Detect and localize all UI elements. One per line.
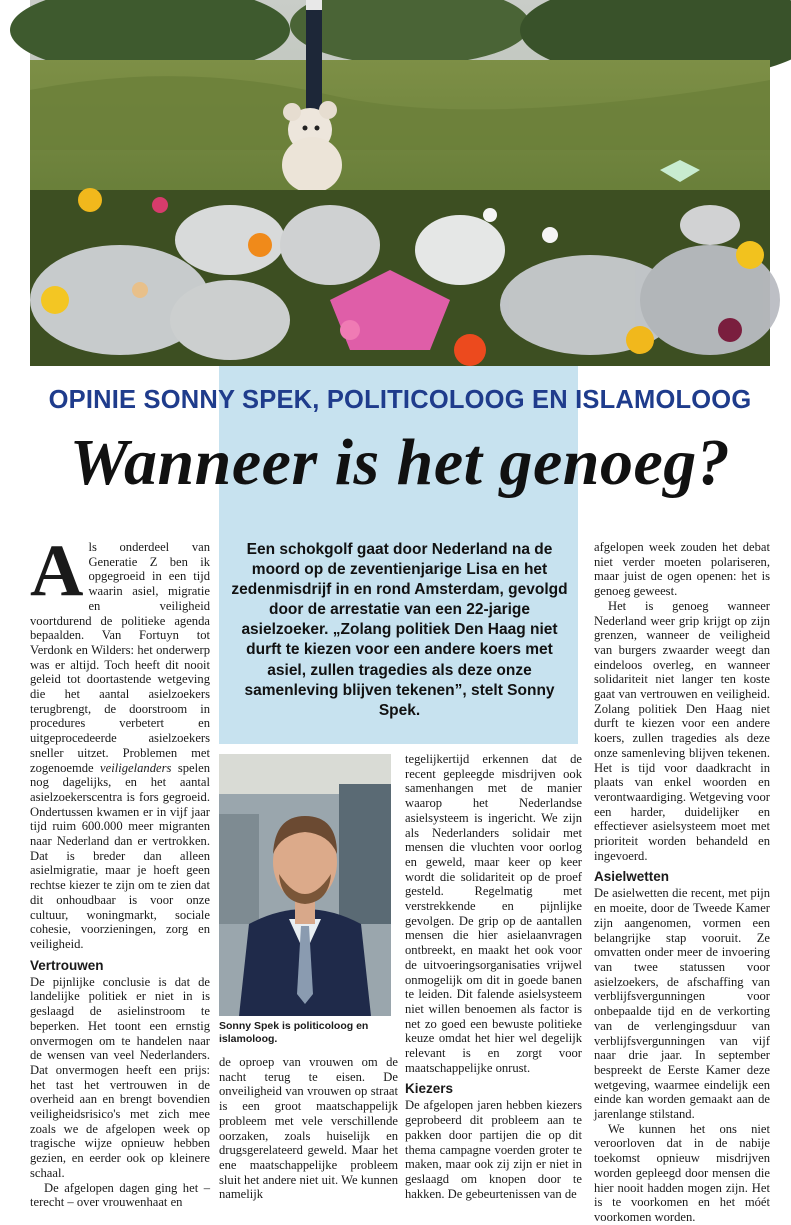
subheading-vertrouwen: Vertrouwen	[30, 957, 104, 973]
article-column-1	[30, 530, 210, 1210]
intro-lead: Een schokgolf gaat door Nederland na de moord op de zeventienjarige Lisa en het zedenmisdrijf in en rond Amsterdam, gevolgd door de arrestatie van een 22-jarige asielzoeker. „Zolang politiek Den Haag niet durft te kiezen voor een andere koers met asiel, zullen tragedies als deze onze samenleving blijven tekenen”, stelt Sonny Spek.	[231, 541, 568, 719]
opening-paragraph: Als onderdeel van Generatie Z ben ik opgegroeid in een tijd waarin asiel, migratie en veiligheid voortdurend de politieke agenda bepaalden. Van Fortuyn tot Verdonk en Wilders: het onderwerp was er altijd. Toch heeft dit nooit geleid tot doortastende wetgeving die het aantal asielzoekers terugbrengt, de doorstroom in procedures verbetert en uitgeprocedeerde asielzoekers sneller uitzet. Problemen met zogenoemde veiligelanders spelen nog dagelijks, en het aantal asielzoekerscentra is fors gegroeid. Ondertussen kwamen er in vijf jaar tijd ruim 600.000 meer migranten naar Nederland dan er vertrokken. Dat is breder dan alleen asielmigratie, maar je hoeft geen rechtse kiezer te zijn om te zien dat dit onhoudbaar is voor onze cultuur, woningmarkt, sociale cohesie, voorzieningen, zorg en veiligheid.	[30, 530, 210, 951]
article-column-2	[219, 1055, 398, 1202]
paragraph: De pijnlijke conclusie is dat de landelijke politiek er niet in is geslaagd de asielinstroom te beperken. Het toont een ernstig onvermogen om te handelen naar de wensen van veel Nederlanders. Dat onvermogen heeft een prijs: het tast het vertrouwen in de overheid aan en brengt bovendien veiligheidsrisico's met zich mee zoals we de afgelopen week op tragische wijze opnieuw hebben gezien, en eerder ook op kleinere schaal.	[30, 974, 210, 1180]
paragraph: De afgelopen jaren hebben kiezers geprobeerd dit probleem aan te pakken door partijen die op dit thema campagne voerden groter te maken, maar ook zij zijn er niet in geslaagd om knopen door te hakken. De gebeurtenissen van de	[405, 1098, 582, 1201]
subheading-asielwetten: Asielwetten	[594, 869, 670, 885]
author-portrait	[219, 754, 391, 1016]
drop-cap: A	[30, 530, 84, 612]
paragraph: de oproep van vrouwen om de nacht terug te eisen. De onveiligheid van vrouwen op straat is een groot maatschappelijk probleem met vele verschillende oorzaken, zoals huiselijk en drugsgerelateerd geweld. Maar het ene maatschappelijke probleem sluit het andere niet uit. We kunnen namelijk	[219, 1055, 398, 1202]
memorial-photo	[30, 0, 770, 366]
paragraph: De afgelopen dagen ging het – terecht – over vrouwenhaat en	[30, 1180, 210, 1210]
opinion-kicker: OPINIE SONNY SPEK, POLITICOLOOG EN ISLAMOLOOG	[48, 386, 752, 414]
paragraph: Het is genoeg wanneer Nederland weer grip krijgt op zijn grenzen, wanneer de veiligheid van burgers zwaarder weegt dan eindeloos overleg, en wanneer solidariteit niet langer ten koste gaat van vertrouwen en veiligheid. Zolang politiek Den Haag niet durft te kiezen voor een andere koers, zullen tragedies als deze onze samenleving blijven tekenen. Het is tijd voor daadkracht in plaats van enkel woorden en verontwaardiging. Wetgeving voor een harder, duidelijker en effectiever asielsysteem moet met prioriteit worden behandeld en ingevoerd.	[594, 598, 770, 863]
paragraph: We kunnen het ons niet veroorloven dat in de nabije toekomst opnieuw misdrijven worden gepleegd door mensen die hier nooit hadden mogen zijn. Het is te voorkomen en het móét voorkomen worden.	[594, 1121, 770, 1224]
headline: Wanneer is het genoeg?	[69, 426, 731, 499]
paragraph: tegelijkertijd erkennen dat de recent gepleegde misdrijven ook samenhangen met de manier waarop het Nederlandse asielsysteem is ingericht. We zijn als Nederlanders solidair met mensen die vluchten voor oorlog en geweld, maar keer op keer wordt die solidariteit op de proef gesteld. Regelmatig met verstrekkende en pijnlijke gevolgen. De grip op de aantallen mensen die hier asielaanvragen ontbreekt, en maakt het ook voor de uitvoeringsorganisaties vrijwel onmogelijk om dit in goede banen te leiden. Dit falende asielsysteem niet willen benoemen als factor is net zo goed een bewuste politieke keuze omdat het hier wel degelijk relevant is en zorgt voor maatschappelijke onrust.	[405, 752, 582, 1075]
portrait-caption: Sonny Spek is politicoloog en islamoloog.	[219, 1020, 369, 1045]
article-column-3	[405, 752, 582, 1201]
subheading-kiezers: Kiezers	[405, 1081, 454, 1097]
paragraph: afgelopen week zouden het debat niet verder moeten polariseren, maar juist de ogen openen: het is genoeg geweest.	[594, 540, 770, 599]
article-column-4	[594, 540, 770, 1224]
paragraph: De asielwetten die recent, met pijn en moeite, door de Tweede Kamer zijn aangenomen, vormen een belangrijke stap vooruit. Ze omvatten onder meer de invoering van twee statussen voor asielzoekers, de afschaffing van verblijfsvergunningen voor onbepaalde tijd en de verkorting van de verlengingsduur van verblijfsvergunningen van vijf naar drie jaar. In september bespreekt de Eerste Kamer deze wetgeving, waarmee eindelijk een einde kan worden gemaakt aan de jarenlange stilstand.	[594, 886, 770, 1122]
